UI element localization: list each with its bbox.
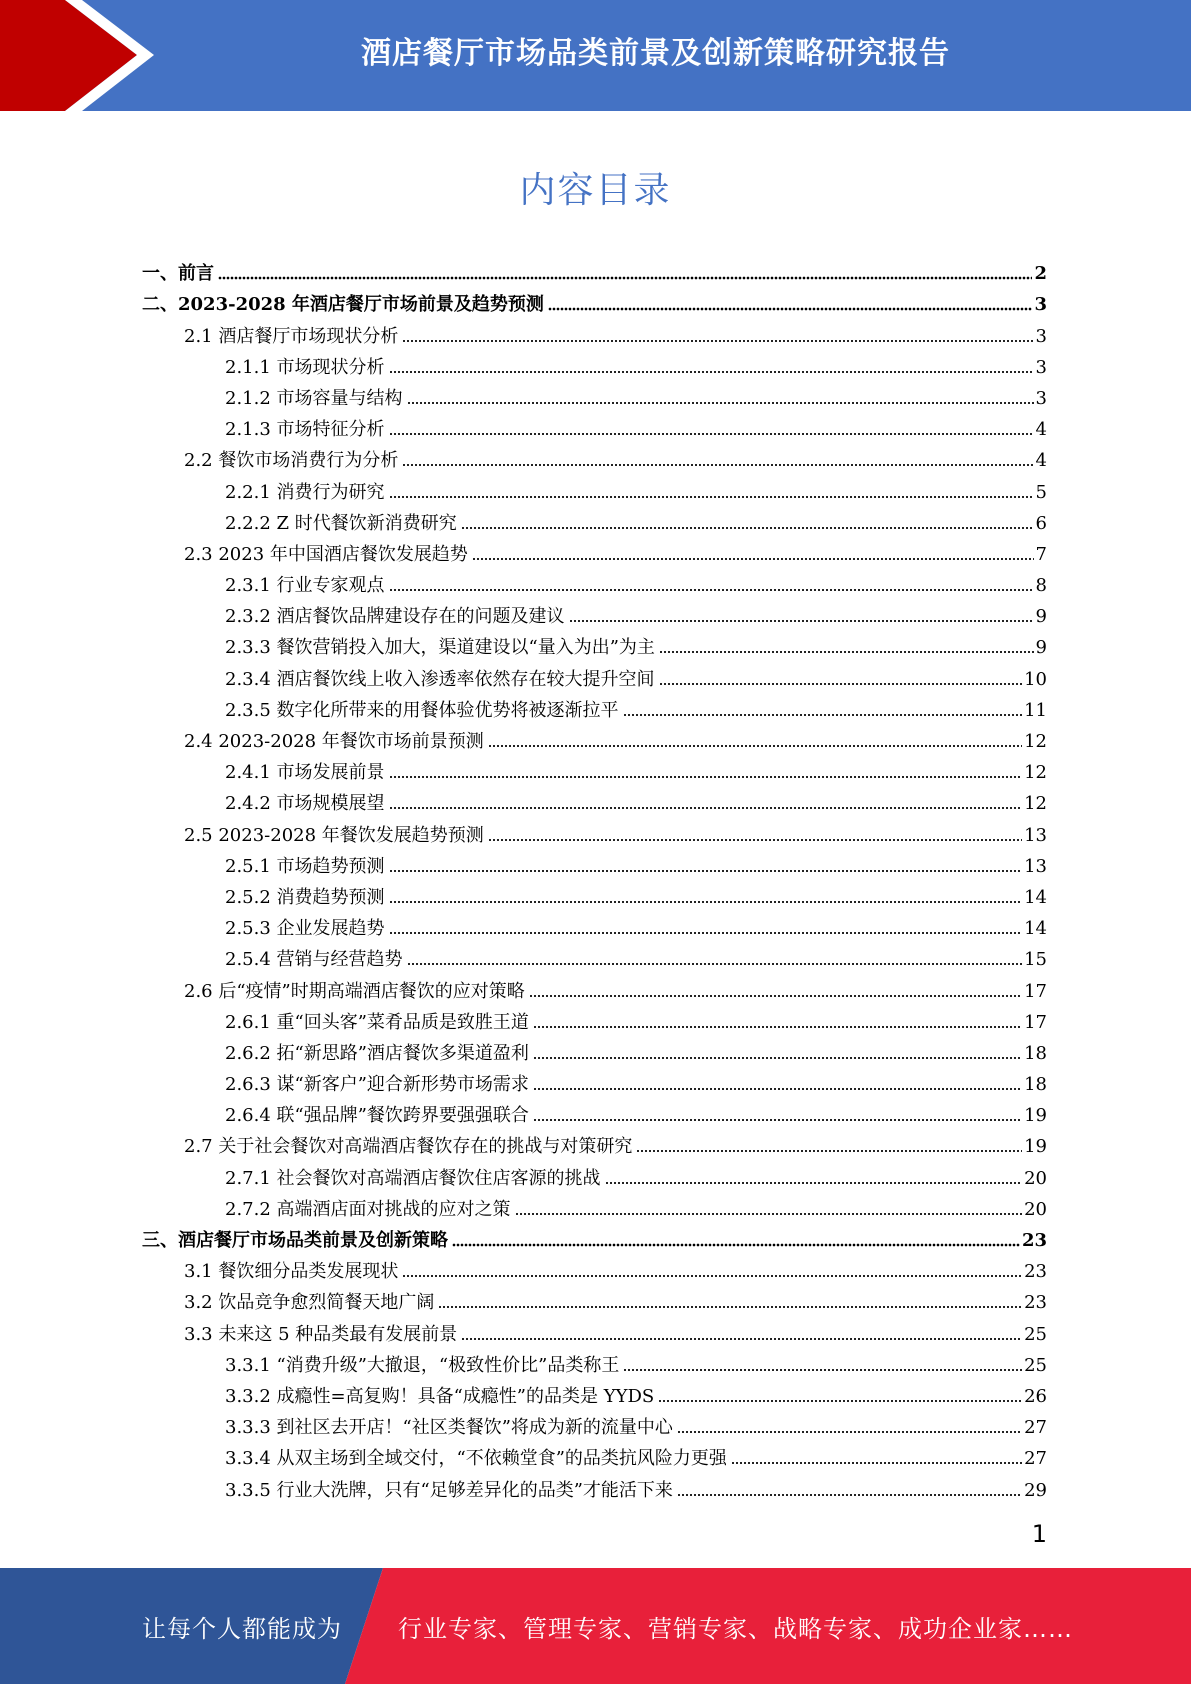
toc-entry-page: 19 xyxy=(1024,1136,1047,1158)
toc-dot-leader xyxy=(533,1056,1022,1060)
toc-dot-leader xyxy=(389,869,1023,873)
toc-dot-leader xyxy=(548,307,1033,311)
toc-entry-title: 2.3.3 餐饮营销投入加大，渠道建设以“量入为出”为主 xyxy=(225,637,655,659)
toc-entry[interactable] xyxy=(142,566,1047,597)
toc-entry-page: 12 xyxy=(1024,793,1047,815)
toc-entry-title: 3.3.5 行业大洗牌，只有“足够差异化的品类”才能活下来 xyxy=(225,1479,673,1501)
toc-entry-title: 2.3.5 数字化所带来的用餐体验优势将被逐渐拉平 xyxy=(225,699,619,721)
toc-dot-leader xyxy=(605,1181,1023,1185)
toc-entry-title: 3.3.1 “消费升级”大撤退，“极致性价比”品类称王 xyxy=(225,1354,620,1376)
toc-entry-page: 9 xyxy=(1035,637,1047,659)
toc-entry-page: 25 xyxy=(1024,1354,1047,1376)
toc-entry[interactable] xyxy=(142,1408,1047,1439)
toc-dot-leader xyxy=(389,370,1034,374)
toc-dot-leader xyxy=(623,1368,1022,1372)
table-of-contents xyxy=(142,254,1047,1502)
toc-entry-page: 12 xyxy=(1024,731,1047,752)
toc-entry-page: 6 xyxy=(1035,512,1047,534)
toc-entry-title: 2.6.1 重“回头客”菜肴品质是致胜王道 xyxy=(225,1011,529,1033)
toc-dot-leader xyxy=(677,1430,1022,1434)
toc-dot-leader xyxy=(389,588,1034,592)
toc-entry[interactable] xyxy=(142,784,1047,815)
toc-entry-title: 3.3.3 到社区去开店！“社区类餐饮”将成为新的流量中心 xyxy=(225,1417,673,1439)
toc-dot-leader xyxy=(529,994,1022,998)
toc-entry[interactable] xyxy=(142,285,1047,316)
toc-entry-page: 4 xyxy=(1035,450,1047,472)
toc-dot-leader xyxy=(472,557,1034,561)
toc-entry-title: 2.5.4 营销与经营趋势 xyxy=(225,949,403,971)
toc-entry-title: 2.7 关于社会餐饮对高端酒店餐饮存在的挑战与对策研究 xyxy=(184,1136,633,1158)
toc-entry-page: 3 xyxy=(1034,294,1047,316)
toc-dot-leader xyxy=(402,339,1033,343)
toc-dot-leader xyxy=(533,1025,1022,1029)
toc-entry-page: 26 xyxy=(1024,1385,1047,1407)
toc-dot-leader xyxy=(218,276,1032,280)
toc-entry[interactable] xyxy=(142,971,1047,1002)
toc-entry-page: 5 xyxy=(1035,481,1047,503)
toc-entry-page: 3 xyxy=(1035,356,1047,378)
toc-entry-page: 18 xyxy=(1024,1042,1047,1064)
toc-entry-page: 13 xyxy=(1024,824,1047,846)
toc-entry-title: 3.2 饮品竞争愈烈简餐天地广阔 xyxy=(184,1292,435,1314)
toc-entry-title: 3.3.2 成瘾性=高复购！具备“成瘾性”的品类是 YYDS xyxy=(225,1385,655,1407)
footer-slogan-right: 行业专家、管理专家、营销专家、战略专家、成功企业家…… xyxy=(398,1614,1073,1643)
toc-entry-title: 2.1.2 市场容量与结构 xyxy=(225,387,403,409)
report-header xyxy=(0,0,1191,111)
toc-entry[interactable] xyxy=(142,1252,1047,1283)
toc-entry-title: 三、酒店餐厅市场品类前景及创新策略 xyxy=(142,1230,448,1251)
toc-entry[interactable] xyxy=(142,1190,1047,1221)
toc-entry-title: 二、2023-2028 年酒店餐厅市场前景及趋势预测 xyxy=(142,294,544,316)
toc-dot-leader xyxy=(659,682,1023,686)
toc-dot-leader xyxy=(623,713,1023,717)
toc-entry-title: 2.5 2023-2028 年餐饮发展趋势预测 xyxy=(184,824,484,846)
toc-entry-page: 27 xyxy=(1024,1417,1047,1439)
toc-entry-title: 2.3.1 行业专家观点 xyxy=(225,575,385,597)
toc-entry-page: 23 xyxy=(1024,1292,1047,1314)
toc-dot-leader xyxy=(461,1337,1022,1341)
toc-dot-leader xyxy=(636,1149,1022,1153)
toc-dot-leader xyxy=(533,1087,1022,1091)
toc-entry-title: 一、前言 xyxy=(142,263,214,285)
toc-entry-page: 7 xyxy=(1035,543,1047,565)
toc-entry-page: 27 xyxy=(1024,1448,1047,1470)
toc-entry-title: 2.5.3 企业发展趋势 xyxy=(225,918,385,940)
toc-entry-page: 29 xyxy=(1024,1479,1047,1501)
toc-entry[interactable] xyxy=(142,1127,1047,1158)
toc-entry-title: 2.4 2023-2028 年餐饮市场前景预测 xyxy=(184,731,484,752)
toc-dot-leader xyxy=(407,962,1023,966)
toc-entry[interactable] xyxy=(142,753,1047,784)
toc-entry[interactable] xyxy=(142,254,1047,285)
toc-entry[interactable] xyxy=(142,847,1047,878)
toc-entry-page: 20 xyxy=(1024,1198,1047,1220)
toc-entry[interactable] xyxy=(142,1283,1047,1314)
toc-dot-leader xyxy=(488,744,1022,748)
toc-entry[interactable] xyxy=(142,348,1047,379)
toc-dot-leader xyxy=(677,1493,1022,1497)
toc-entry-title: 2.1.3 市场特征分析 xyxy=(225,419,385,441)
toc-heading: 内容目录 xyxy=(519,170,672,211)
toc-dot-leader xyxy=(389,931,1023,935)
toc-dot-leader xyxy=(569,619,1034,623)
toc-dot-leader xyxy=(438,1305,1022,1309)
toc-entry[interactable] xyxy=(142,1346,1047,1377)
toc-entry-page: 17 xyxy=(1024,1011,1047,1033)
toc-entry-page: 8 xyxy=(1035,575,1047,597)
toc-entry-title: 2.2.2 Z 时代餐饮新消费研究 xyxy=(225,512,457,534)
toc-entry-page: 18 xyxy=(1024,1074,1047,1096)
toc-entry[interactable] xyxy=(142,316,1047,347)
toc-entry[interactable] xyxy=(142,441,1047,472)
toc-entry-title: 2.4.2 市场规模展望 xyxy=(225,793,385,815)
toc-entry[interactable] xyxy=(142,628,1047,659)
toc-entry[interactable] xyxy=(142,815,1047,846)
toc-entry[interactable] xyxy=(142,1377,1047,1408)
toc-dot-leader xyxy=(533,1118,1022,1122)
toc-entry-page: 23 xyxy=(1021,1230,1047,1251)
toc-entry-title: 2.1.1 市场现状分析 xyxy=(225,356,385,378)
toc-entry[interactable] xyxy=(142,909,1047,940)
page-number: 1 xyxy=(1031,1520,1047,1548)
toc-entry[interactable] xyxy=(142,1470,1047,1501)
toc-dot-leader xyxy=(515,1212,1023,1216)
toc-entry-page: 17 xyxy=(1024,980,1047,1002)
toc-entry[interactable] xyxy=(142,940,1047,971)
toc-entry-title: 2.7.2 高端酒店面对挑战的应对之策 xyxy=(225,1198,511,1220)
toc-entry-title: 3.3.4 从双主场到全域交付，“不依赖堂食”的品类抗风险力更强 xyxy=(225,1448,727,1470)
toc-entry[interactable] xyxy=(142,472,1047,503)
toc-dot-leader xyxy=(488,838,1022,842)
toc-entry-page: 4 xyxy=(1035,419,1047,441)
toc-entry-page: 14 xyxy=(1024,918,1047,940)
toc-entry-page: 12 xyxy=(1024,762,1047,784)
toc-dot-leader xyxy=(389,775,1023,779)
toc-dot-leader xyxy=(389,495,1034,499)
toc-entry-title: 2.2.1 消费行为研究 xyxy=(225,481,385,503)
toc-entry-page: 19 xyxy=(1024,1105,1047,1127)
toc-entry-title: 2.3 2023 年中国酒店餐饮发展趋势 xyxy=(184,543,468,565)
toc-entry[interactable] xyxy=(142,410,1047,441)
toc-entry-page: 15 xyxy=(1024,949,1047,971)
toc-dot-leader xyxy=(389,900,1023,904)
toc-entry-title: 2.3.2 酒店餐饮品牌建设存在的问题及建议 xyxy=(225,606,565,628)
toc-dot-leader xyxy=(402,463,1033,467)
toc-dot-leader xyxy=(452,1243,1020,1247)
toc-entry[interactable] xyxy=(142,379,1047,410)
toc-entry[interactable] xyxy=(142,1003,1047,1034)
toc-dot-leader xyxy=(658,1399,1022,1403)
toc-entry-title: 3.3 未来这 5 种品类最有发展前景 xyxy=(184,1323,458,1345)
toc-dot-leader xyxy=(389,806,1023,810)
toc-entry-page: 11 xyxy=(1024,699,1047,721)
toc-entry[interactable] xyxy=(142,691,1047,722)
toc-dot-leader xyxy=(731,1461,1022,1465)
toc-entry[interactable] xyxy=(142,535,1047,566)
toc-entry-title: 2.6.2 拓“新思路”酒店餐饮多渠道盈利 xyxy=(225,1042,529,1064)
toc-entry-page: 14 xyxy=(1024,886,1047,908)
toc-entry-page: 23 xyxy=(1024,1261,1047,1283)
report-title: 酒店餐厅市场品类前景及创新策略研究报告 xyxy=(361,36,950,71)
toc-entry[interactable] xyxy=(142,1065,1047,1096)
toc-entry[interactable] xyxy=(142,878,1047,909)
toc-entry-page: 9 xyxy=(1035,606,1047,628)
toc-dot-leader xyxy=(402,1274,1022,1278)
toc-dot-leader xyxy=(659,650,1034,654)
toc-entry[interactable] xyxy=(142,1314,1047,1345)
toc-entry-page: 13 xyxy=(1024,855,1047,877)
toc-entry[interactable] xyxy=(142,597,1047,628)
toc-entry-title: 2.5.1 市场趋势预测 xyxy=(225,855,385,877)
toc-entry-title: 2.5.2 消费趋势预测 xyxy=(225,886,385,908)
toc-entry-page: 10 xyxy=(1024,668,1047,690)
toc-entry[interactable] xyxy=(142,1096,1047,1127)
toc-entry-page: 20 xyxy=(1024,1167,1047,1189)
toc-entry-title: 3.1 餐饮细分品类发展现状 xyxy=(184,1261,399,1283)
toc-entry-page: 2 xyxy=(1034,263,1047,285)
toc-entry[interactable] xyxy=(142,659,1047,690)
footer-slogan-left: 让每个人都能成为 xyxy=(142,1614,342,1643)
toc-entry-page: 25 xyxy=(1024,1323,1047,1345)
toc-entry[interactable] xyxy=(142,504,1047,535)
toc-dot-leader xyxy=(407,401,1034,405)
footer-banner xyxy=(0,1568,1191,1684)
toc-entry-title: 2.6.4 联“强品牌”餐饮跨界要强强联合 xyxy=(225,1105,529,1127)
toc-entry[interactable] xyxy=(142,1221,1047,1252)
toc-entry-title: 2.4.1 市场发展前景 xyxy=(225,762,385,784)
toc-entry-page: 3 xyxy=(1035,387,1047,409)
toc-entry-title: 2.1 酒店餐厅市场现状分析 xyxy=(184,325,399,347)
toc-entry-title: 2.7.1 社会餐饮对高端酒店餐饮住店客源的挑战 xyxy=(225,1167,601,1189)
toc-entry-title: 2.3.4 酒店餐饮线上收入渗透率依然存在较大提升空间 xyxy=(225,668,655,690)
toc-entry[interactable] xyxy=(142,1158,1047,1189)
toc-entry[interactable] xyxy=(142,722,1047,753)
toc-entry-title: 2.6.3 谋“新客户”迎合新形势市场需求 xyxy=(225,1074,529,1096)
toc-entry[interactable] xyxy=(142,1034,1047,1065)
toc-dot-leader xyxy=(389,432,1034,436)
chevron-arrow-icon xyxy=(0,0,160,111)
toc-entry-page: 3 xyxy=(1035,325,1047,347)
toc-entry-title: 2.6 后“疫情”时期高端酒店餐饮的应对策略 xyxy=(184,980,525,1002)
toc-dot-leader xyxy=(461,526,1034,530)
toc-entry[interactable] xyxy=(142,1439,1047,1470)
toc-entry-title: 2.2 餐饮市场消费行为分析 xyxy=(184,450,399,472)
